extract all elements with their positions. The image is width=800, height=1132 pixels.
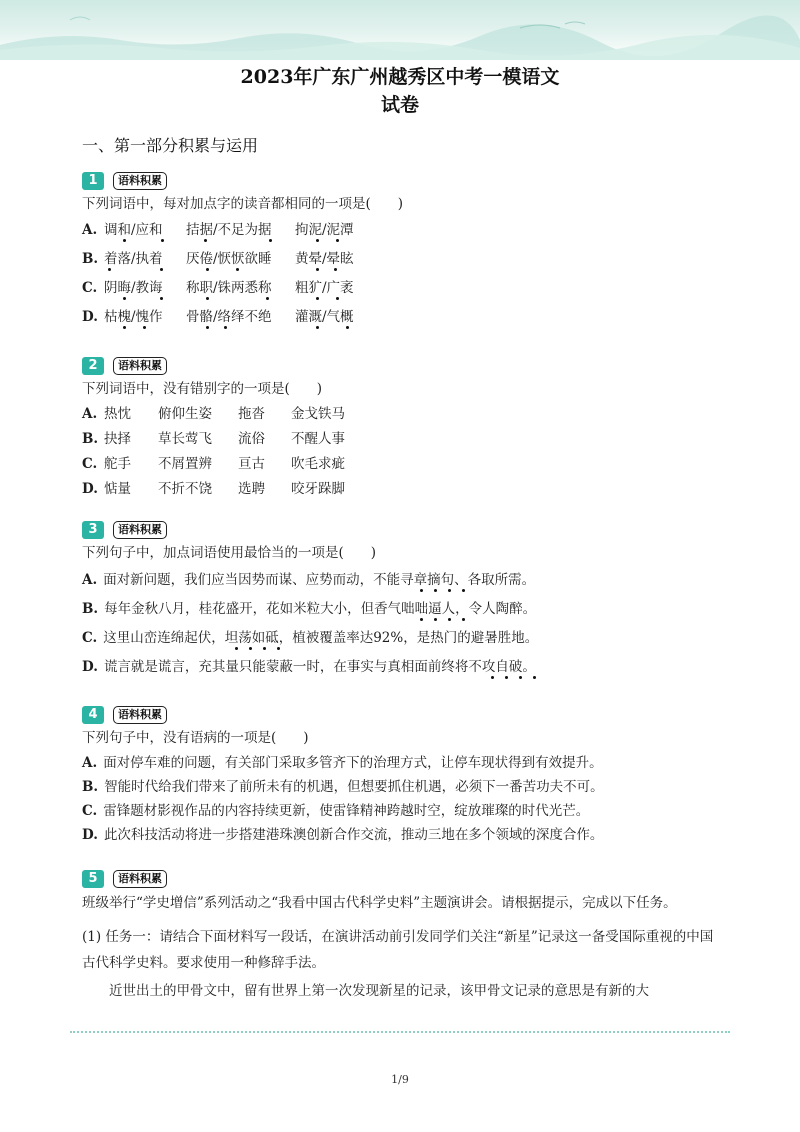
emphasis-dot — [235, 647, 238, 650]
sentence-a — [82, 570, 722, 599]
question-5 — [82, 870, 722, 1004]
sentence-text: 面对新问题，我们应当因势而谋、应势而动，不能寻章摘句、各取所需。 — [103, 572, 536, 588]
option-d — [82, 479, 722, 504]
option-label: A. — [82, 406, 98, 422]
emphasis-dot — [123, 326, 126, 329]
emphasis-dot — [249, 647, 252, 650]
task-one: (1) 任务一：请结合下面材料写一段话，在演讲活动前引发同学们关注“新星”记录这一备受国际重视的中国古代科学史料。要求使用一种修辞手法。 — [82, 929, 714, 971]
option-b — [82, 429, 722, 454]
option-item: 草长莺飞 — [158, 431, 212, 447]
emphasis-dot — [505, 676, 508, 679]
question-1 — [82, 172, 722, 336]
document-title-line2: 试卷 — [380, 94, 419, 116]
option-item: 舵手 — [104, 456, 131, 472]
option-item: 着落/执着 — [104, 251, 163, 267]
option-item: 拖沓 — [238, 406, 265, 422]
emphasis-dot — [123, 297, 126, 300]
emphasis-dot — [143, 326, 146, 329]
option-item: 抉择 — [104, 431, 131, 447]
sentence-text: 面对停车难的问题，有关部门采取多管齐下的治理方式，让停车现状得到有效提升。 — [103, 755, 603, 771]
sentence-d — [82, 657, 722, 686]
sentence-text: 这里山峦连绵起伏，坦荡如砥，植被覆盖率达92%，是热门的避暑胜地。 — [103, 630, 539, 646]
option-label: D. — [82, 481, 98, 497]
option-item: 俯仰生姿 — [158, 406, 212, 422]
section-title: 一、第一部分积累与运用 — [82, 136, 259, 155]
emphasis-dot — [448, 618, 451, 621]
question-tag: 语料积累 — [113, 172, 167, 190]
emphasis-dot — [334, 268, 337, 271]
option-a — [82, 404, 722, 429]
emphasis-dot — [224, 326, 227, 329]
emphasis-dot — [491, 676, 494, 679]
question-number: 3 — [82, 521, 104, 539]
sentence-c — [82, 801, 722, 825]
option-item: 枯槐/愧作 — [104, 309, 163, 325]
option-d — [82, 307, 722, 336]
emphasis-dot — [108, 268, 111, 271]
emphasis-dot — [160, 268, 163, 271]
option-label: A. — [82, 755, 98, 771]
question-number: 2 — [82, 357, 104, 375]
emphasis-dot — [206, 268, 209, 271]
option-item: 咬牙跺脚 — [291, 481, 345, 497]
emphasis-dot — [462, 618, 465, 621]
emphasis-dot — [277, 647, 280, 650]
option-label: C. — [82, 630, 98, 646]
material-passage: 近世出土的甲骨文中，留有世界上第一次发现新星的记录，该甲骨文记录的意思是有新的大 — [109, 983, 649, 999]
option-label: C. — [82, 803, 98, 819]
emphasis-dot — [420, 589, 423, 592]
sentence-text: 智能时代给我们带来了前所未有的机遇，但想要抓住机遇，必须下一番苦功夫不可。 — [104, 779, 604, 795]
question-number: 4 — [82, 706, 104, 724]
emphasis-dot — [434, 589, 437, 592]
emphasis-dot — [206, 326, 209, 329]
emphasis-dot — [533, 676, 536, 679]
emphasis-dot — [206, 297, 209, 300]
page-number: 1/9 — [391, 1073, 409, 1086]
question-number: 1 — [82, 172, 104, 190]
emphasis-dot — [336, 297, 339, 300]
sentence-c — [82, 628, 722, 657]
sentence-text: 此次科技活动将进一步搭建港珠澳创新合作交流，推动三地在多个领域的深度合作。 — [103, 827, 604, 843]
sentence-b — [82, 777, 722, 801]
emphasis-dot — [346, 326, 349, 329]
option-item: 阴晦/教诲 — [104, 280, 163, 296]
option-item: 金戈铁马 — [291, 406, 345, 422]
option-label: B. — [82, 601, 99, 617]
option-item: 拘泥/泥潭 — [295, 222, 354, 238]
question-tag: 语料积累 — [113, 870, 167, 888]
option-b — [82, 249, 722, 278]
sentence-text: 雷锋题材影视作品的内容持续更新，使雷锋精神跨越时空，绽放璀璨的时代光芒。 — [103, 803, 590, 819]
option-item: 称职/铢两悉称 — [186, 280, 272, 296]
option-item: 不折不饶 — [158, 481, 212, 497]
option-item: 骨骼/络绎不绝 — [186, 309, 272, 325]
sentence-d — [82, 825, 722, 849]
question-stem: 下列词语中，每对加点字的读音都相同的一项是( ) — [82, 196, 404, 212]
sentence-a — [82, 753, 722, 777]
emphasis-dot — [204, 239, 207, 242]
emphasis-dot — [434, 618, 437, 621]
option-item: 调和/应和 — [104, 222, 163, 238]
option-label: B. — [82, 431, 99, 447]
option-label: A. — [82, 222, 98, 238]
mountain-landscape-icon — [0, 0, 800, 60]
option-label: D. — [82, 659, 98, 675]
option-item: 拮据/不足为据 — [186, 222, 272, 238]
option-label: C. — [82, 280, 98, 296]
question-tag: 语料积累 — [113, 706, 167, 724]
option-c — [82, 454, 722, 479]
option-item: 吹毛求疵 — [291, 456, 345, 472]
question-number: 5 — [82, 870, 104, 888]
option-label: D. — [82, 827, 98, 843]
sentence-b — [82, 599, 722, 628]
question-intro: 班级举行“学史增信”系列活动之“我看中国古代科学史料”主题演讲会。请根据提示，完成以下任务。 — [82, 895, 677, 911]
option-label: D. — [82, 309, 98, 325]
emphasis-dot — [462, 589, 465, 592]
option-item: 亘古 — [238, 456, 265, 472]
emphasis-dot — [161, 239, 164, 242]
question-3 — [82, 521, 722, 686]
emphasis-dot — [123, 239, 126, 242]
option-item: 厌倦/恹恹欲睡 — [186, 251, 272, 267]
emphasis-dot — [160, 297, 163, 300]
option-item: 粗犷/广袤 — [295, 280, 354, 296]
sentence-text: 谎言就是谎言，充其量只能蒙蔽一时，在事实与真相面前终将不攻自破。 — [103, 659, 536, 675]
option-a — [82, 220, 722, 249]
emphasis-dot — [448, 589, 451, 592]
emphasis-dot — [269, 239, 272, 242]
emphasis-dot — [316, 297, 319, 300]
option-item: 不醒人事 — [291, 431, 345, 447]
emphasis-dot — [316, 268, 319, 271]
footer-divider — [70, 1031, 730, 1033]
emphasis-dot — [266, 297, 269, 300]
option-item: 流俗 — [238, 431, 265, 447]
question-stem: 下列句子中，加点词语使用最恰当的一项是( ) — [82, 545, 377, 561]
emphasis-dot — [420, 618, 423, 621]
emphasis-dot — [519, 676, 522, 679]
question-2 — [82, 357, 722, 504]
emphasis-dot — [316, 326, 319, 329]
option-item: 黄晕/晕眩 — [295, 251, 354, 267]
option-label: B. — [82, 251, 99, 267]
question-stem: 下列词语中，没有错别字的一项是( ) — [82, 381, 323, 397]
emphasis-dot — [236, 268, 239, 271]
question-tag: 语料积累 — [113, 357, 167, 375]
question-tag: 语料积累 — [113, 521, 167, 539]
header-decoration — [0, 0, 800, 60]
option-label: C. — [82, 456, 98, 472]
option-label: B. — [82, 779, 99, 795]
emphasis-dot — [263, 647, 266, 650]
option-item: 选聘 — [238, 481, 265, 497]
sentence-text: 每年金秋八月，桂花盛开，花如米粒大小，但香气咄咄逼人，令人陶醉。 — [104, 601, 537, 617]
option-item: 热忱 — [104, 406, 131, 422]
question-stem: 下列句子中，没有语病的一项是( ) — [82, 730, 309, 746]
emphasis-dot — [316, 239, 319, 242]
question-4 — [82, 706, 722, 849]
option-label: A. — [82, 572, 98, 588]
emphasis-dot — [336, 239, 339, 242]
option-item: 不屑置辨 — [158, 456, 212, 472]
option-c — [82, 278, 722, 307]
document-title-line1: 2023年广东广州越秀区中考一模语文 — [240, 66, 560, 88]
option-item: 灌溉/气概 — [295, 309, 354, 325]
option-item: 惦量 — [104, 481, 131, 497]
